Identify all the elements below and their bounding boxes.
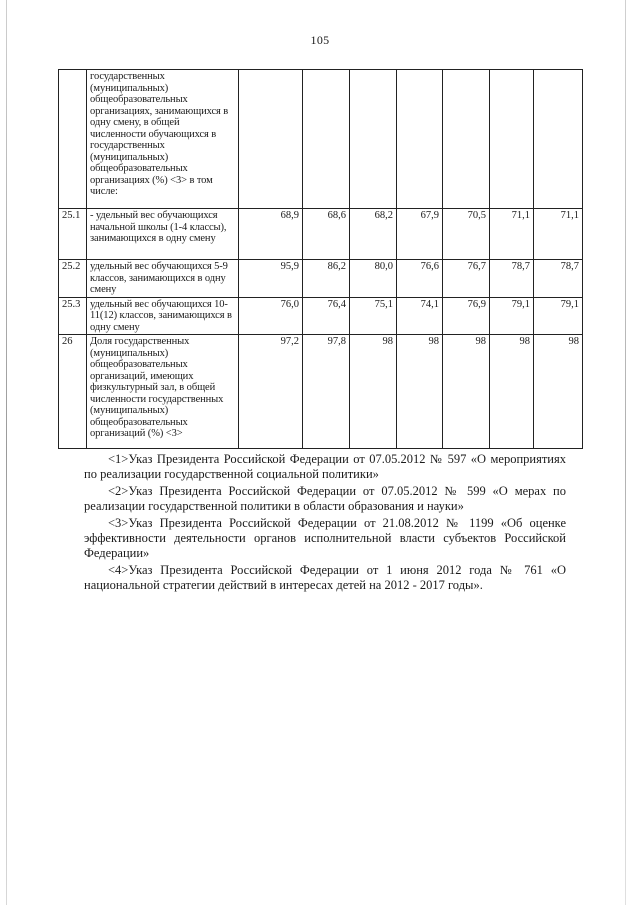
indicator-table (58, 69, 583, 449)
row-number: 25.3 (59, 297, 87, 335)
value-cell: 74,1 (397, 297, 443, 335)
value-cell: 68,9 (239, 209, 303, 260)
value-cell: 79,1 (534, 297, 583, 335)
value-cell: 76,7 (443, 260, 490, 298)
indicator-name: удельный вес обучающихся 10-11(12) классов, занимающихся в одну смену (87, 297, 239, 335)
value-cell: 68,6 (303, 209, 350, 260)
value-cell (239, 70, 303, 209)
value-cell (397, 70, 443, 209)
row-number (59, 70, 87, 209)
value-cell (303, 70, 350, 209)
value-cell (350, 70, 397, 209)
table-row (59, 335, 583, 449)
value-cell: 76,4 (303, 297, 350, 335)
scan-edge-left (6, 0, 7, 905)
row-number: 25.2 (59, 260, 87, 298)
footnote: <4>Указ Президента Российской Федерации от 1 июня 2012 года № 761 «О национальной стратегии действий в интересах детей на 2012 - 2017 годы». (84, 563, 566, 592)
value-cell: 97,2 (239, 335, 303, 449)
value-cell: 75,1 (350, 297, 397, 335)
table-row (59, 209, 583, 260)
value-cell: 76,9 (443, 297, 490, 335)
indicator-name: Доля государственных (муниципальных) общеобразовательных организаций, имеющих физкультурный зал, в общей численности государственных (муниципальных) общеобразовательных организаций (%) <3> (87, 335, 239, 449)
table-row (59, 297, 583, 335)
table-row (59, 260, 583, 298)
footnotes (84, 452, 566, 595)
value-cell: 95,9 (239, 260, 303, 298)
value-cell: 79,1 (490, 297, 534, 335)
value-cell: 98 (350, 335, 397, 449)
value-cell (534, 70, 583, 209)
value-cell: 67,9 (397, 209, 443, 260)
value-cell: 78,7 (490, 260, 534, 298)
value-cell: 98 (534, 335, 583, 449)
value-cell: 70,5 (443, 209, 490, 260)
value-cell: 98 (443, 335, 490, 449)
value-cell (443, 70, 490, 209)
indicator-name: удельный вес обучающихся 5-9 классов, занимающихся в одну смену (87, 260, 239, 298)
value-cell: 98 (397, 335, 443, 449)
value-cell: 76,6 (397, 260, 443, 298)
scan-edge-right (625, 0, 626, 905)
page-number: 105 (310, 33, 330, 47)
value-cell: 98 (490, 335, 534, 449)
value-cell: 68,2 (350, 209, 397, 260)
value-cell: 76,0 (239, 297, 303, 335)
row-number: 26 (59, 335, 87, 449)
indicator-name: - удельный вес обучающихся начальной школы (1-4 классы), занимающихся в одну смену (87, 209, 239, 260)
footnote: <2>Указ Президента Российской Федерации от 07.05.2012 № 599 «О мерах по реализации государственной политики в области образования и науки» (84, 484, 566, 513)
footnote: <3>Указ Президента Российской Федерации от 21.08.2012 № 1199 «Об оценке эффективности деятельности органов исполнительной власти субъектов Российской Федерации» (84, 516, 566, 560)
indicator-name: государственных (муниципальных) общеобразовательных организациях, занимающихся в одну смену, в общей численности обучающихся в государственных (муниципальных) общеобразовательных организациях (%) <3> в том числе: (87, 70, 239, 209)
row-number: 25.1 (59, 209, 87, 260)
value-cell: 71,1 (534, 209, 583, 260)
table-row (59, 70, 583, 209)
value-cell: 80,0 (350, 260, 397, 298)
value-cell (490, 70, 534, 209)
footnote: <1>Указ Президента Российской Федерации от 07.05.2012 № 597 «О мероприятиях по реализации государственной социальной политики» (84, 452, 566, 481)
value-cell: 97,8 (303, 335, 350, 449)
value-cell: 78,7 (534, 260, 583, 298)
value-cell: 86,2 (303, 260, 350, 298)
value-cell: 71,1 (490, 209, 534, 260)
